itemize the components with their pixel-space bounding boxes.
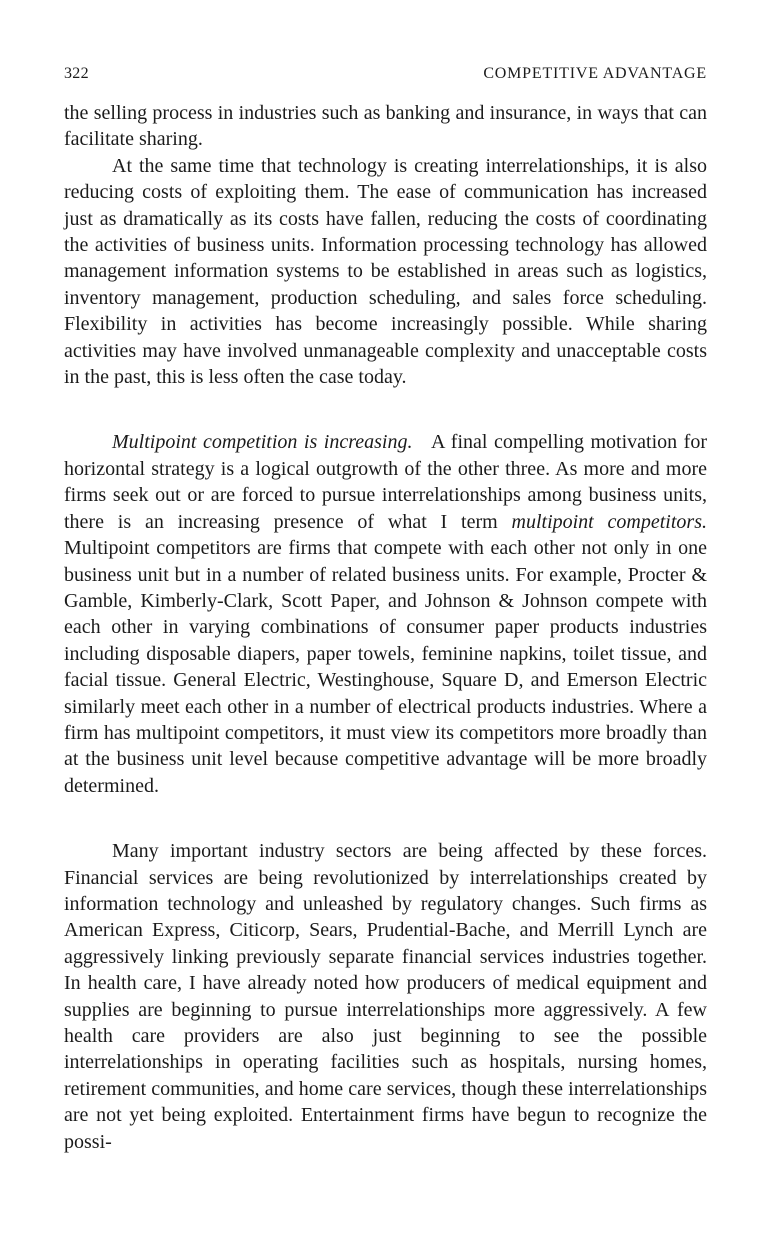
section-gap (64, 390, 707, 429)
italic-term: multipoint competitors. (511, 510, 707, 533)
paragraph-multipoint (64, 429, 707, 799)
paragraph-continued: the selling process in industries such as banking and insurance, in ways that can facilitate sharing. (64, 102, 707, 151)
paragraph-text: Multipoint competitors are firms that compete with each other not only in one business unit but in a number of related business units. For example, Procter & Gamble, Kimberly-Clark, Scott Paper, and Johnson & Johnson compete with each other in varying combinations of consumer paper products industries including disposable diapers, paper towels, feminine napkins, toilet tissue, and facial tissue. General Electric, Westinghouse, Square D, and Emerson Electric similarly meet each other in a number of electrical products industries. Where a firm has multipoint competitors, it must view its competitors more broadly than at the business unit level because competitive advantage will be more broadly determined. (64, 537, 707, 797)
running-head: COMPETITIVE ADVANTAGE (483, 65, 707, 82)
page-number: 322 (64, 65, 89, 82)
run-in-heading: Multipoint competition is increasing. (112, 431, 413, 454)
section-gap (64, 799, 707, 838)
paragraph-industry-sectors: Many important industry sectors are being affected by these forces. Financial services are being revolutionized by interrelationships created by information technology and unleashed by regulatory changes. Such firms as American Express, Citicorp, Sears, Prudential-Bache, and Merrill Lynch are aggressively linking previously separate financial services industries together. In health care, I have already noted how producers of medical equipment and supplies are beginning to pursue interrelationships more aggressively. A few health care providers are also just beginning to see the possible interrelationships in operating facilities such as hospitals, nursing homes, retirement communities, and home care services, though these interrelationships are not yet being exploited. Entertainment firms have begun to recognize the possi- (64, 840, 707, 1153)
paragraph-technology: At the same time that technology is creating interrelationships, it is also reducing costs of exploiting them. The ease of communication has increased just as dramatically as its costs have fallen, reducing the costs of coordinating the activities of business units. Information processing technology has allowed management information systems to be established in areas such as logistics, inventory management, production scheduling, and sales force scheduling. Flexibility in activities has become increasingly possible. While sharing activities may have involved unmanageable complexity and unacceptable costs in the past, this is less often the case today. (64, 154, 707, 389)
paragraph-text: A final compelling motivation for horizontal strategy is a logical outgrowth of the other three. As more and more firms seek out or are forced to pursue interrelationships among business units, there is an increasing presence of what I term (64, 431, 707, 533)
page-header (64, 62, 707, 86)
body-text (64, 100, 707, 1155)
